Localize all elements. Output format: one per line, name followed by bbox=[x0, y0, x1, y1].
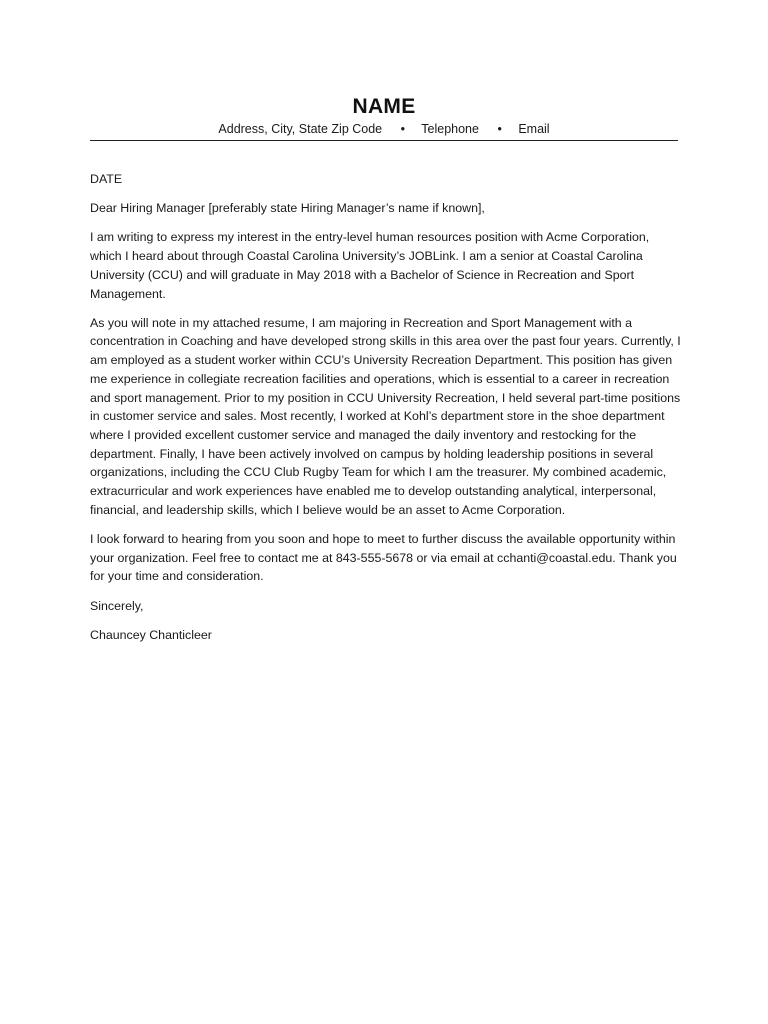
letter-date: DATE bbox=[90, 172, 123, 186]
letter-body bbox=[90, 170, 682, 655]
letter-header bbox=[90, 94, 678, 137]
contact-line bbox=[90, 121, 678, 137]
letter-paragraph-1: I am writing to express my interest in the entry-level human resources position with Acme Corporation, which I heard about through Coastal Carolina University’s JOBLink. I am a senior at Coastal Carolina University (CCU) and will graduate in May 2018 with a Bachelor of Science in Recreation and Sport Management. bbox=[90, 230, 650, 301]
letter-paragraph-2: As you will note in my attached resume, I am majoring in Recreation and Sport Management with a concentration in Coaching and have developed strong skills in this area over the past four years. Currently, I am employed as a student worker within CCU’s University Recreation Department. This position has given me experience in collegiate recreation facilities and operations, which is essential to a career in recreation and sport management. Prior to my position in CCU University Recreation, I held several part-time positions in customer service and sales. Most recently, I worked at Kohl’s department store in the shoe department where I provided excellent customer service and managed the daily inventory and restocking for the department. Finally, I have been actively involved on campus by holding leadership positions in several organizations, including the CCU Club Rugby Team for which I am the treasurer. My combined academic, extracurricular and work experiences have enabled me to develop outstanding analytical, interpersonal, financial, and leadership skills, which I believe would be an asset to Acme Corporation. bbox=[90, 315, 681, 517]
telephone-text: Telephone bbox=[421, 122, 479, 136]
letter-paragraph-3: I look forward to hearing from you soon and hope to meet to further discuss the available opportunity within your organization. Feel free to contact me at 843-555-5678 or via email at cchanti@coastal.edu. Thank you for your time and consideration. bbox=[90, 531, 677, 584]
bullet-separator: • bbox=[400, 122, 406, 136]
address-text: Address, City, State Zip Code bbox=[218, 122, 383, 136]
email-text: Email bbox=[518, 122, 550, 136]
letter-salutation: Dear Hiring Manager [preferably state Hiring Manager’s name if known], bbox=[90, 201, 485, 216]
letter-closing: Sincerely, bbox=[90, 598, 144, 613]
sender-name: NAME bbox=[352, 95, 416, 118]
letter-signature: Chauncey Chanticleer bbox=[90, 627, 212, 642]
bullet-separator: • bbox=[497, 122, 502, 136]
header-divider bbox=[90, 140, 678, 141]
